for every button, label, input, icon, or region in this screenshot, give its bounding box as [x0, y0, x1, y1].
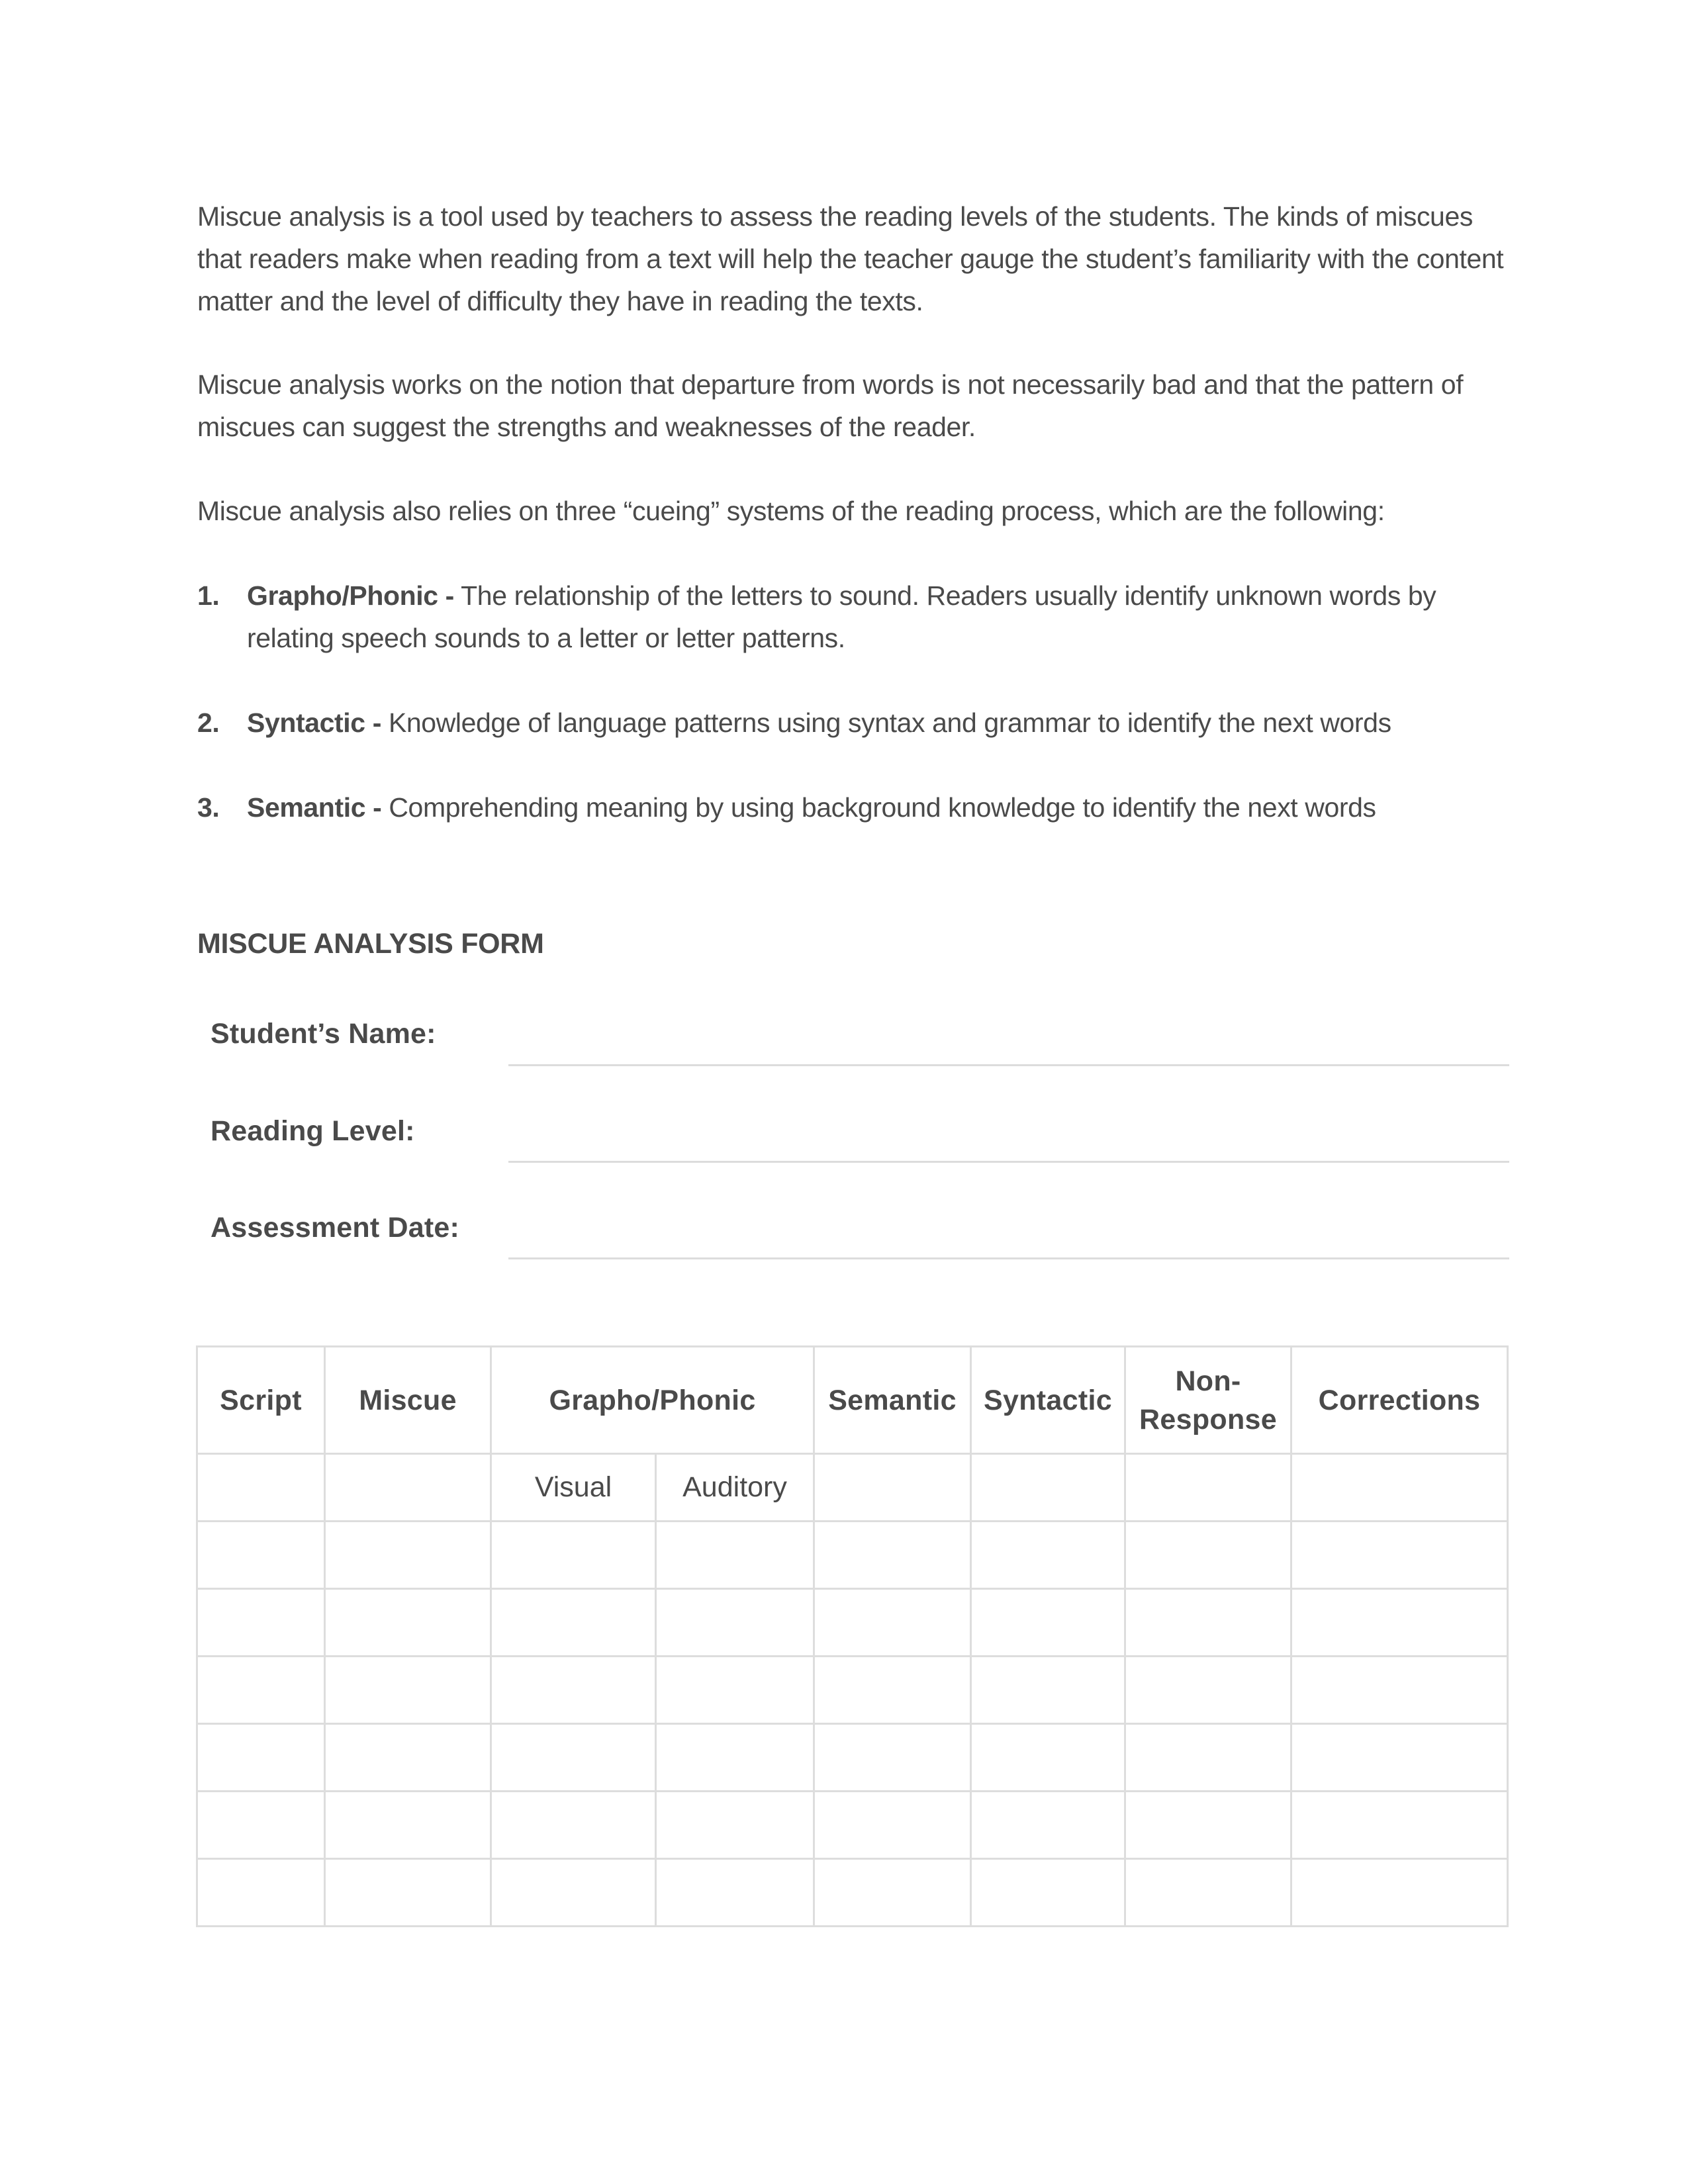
table-cell[interactable]: [971, 1657, 1125, 1724]
table-cell[interactable]: [197, 1859, 325, 1927]
assessment-date-label: Assessment Date:: [211, 1212, 460, 1244]
header-miscue: Miscue: [325, 1347, 491, 1454]
table-cell[interactable]: [325, 1724, 491, 1792]
header-non-response-line2: Response: [1139, 1403, 1277, 1435]
table-subheader-row: [197, 1454, 1508, 1522]
intro-paragraph-3: Miscue analysis also relies on three “cueing” systems of the reading process, which are the following:: [197, 496, 1385, 526]
header-script: Script: [197, 1347, 325, 1454]
list-number: 2.: [197, 707, 220, 738]
table-row: [197, 1724, 1508, 1792]
form-title: MISCUE ANALYSIS FORM: [197, 928, 544, 960]
table-cell[interactable]: [197, 1522, 325, 1589]
table-cell[interactable]: [197, 1724, 325, 1792]
table-cell[interactable]: [1125, 1589, 1291, 1657]
table-cell[interactable]: [971, 1454, 1125, 1522]
intro-paragraph-2: Miscue analysis works on the notion that departure from words is not necessarily bad and that the pattern of miscues can suggest the strengths and weaknesses of the reader.: [197, 369, 1464, 442]
table-cell[interactable]: [656, 1859, 814, 1927]
reading-level-label: Reading Level:: [211, 1115, 415, 1147]
table-cell[interactable]: [814, 1522, 971, 1589]
table-cell[interactable]: [1125, 1859, 1291, 1927]
table-cell[interactable]: [814, 1792, 971, 1859]
table-cell[interactable]: [197, 1454, 325, 1522]
table-cell[interactable]: [325, 1454, 491, 1522]
list-term: Grapho/Phonic -: [247, 580, 454, 611]
table-cell[interactable]: [491, 1522, 656, 1589]
student-name-label: Student’s Name:: [211, 1018, 436, 1050]
list-description: Knowledge of language patterns using syntax and grammar to identify the next words: [381, 707, 1391, 738]
table-cell[interactable]: [814, 1454, 971, 1522]
table-cell[interactable]: [325, 1859, 491, 1927]
reading-level-field[interactable]: [508, 1161, 1509, 1163]
table-cell[interactable]: [1291, 1724, 1508, 1792]
subheader-auditory: Auditory: [656, 1454, 814, 1522]
header-corrections: Corrections: [1291, 1347, 1508, 1454]
table-cell[interactable]: [1291, 1792, 1508, 1859]
table-cell[interactable]: [491, 1724, 656, 1792]
table-cell[interactable]: [491, 1589, 656, 1657]
header-syntactic: Syntactic: [971, 1347, 1125, 1454]
table-cell[interactable]: [325, 1522, 491, 1589]
list-number: 1.: [197, 580, 220, 611]
list-term: Syntactic -: [247, 707, 381, 738]
subheader-visual: Visual: [491, 1454, 656, 1522]
table-row: [197, 1522, 1508, 1589]
student-name-field[interactable]: [508, 1064, 1509, 1066]
header-grapho-phonic: Grapho/Phonic: [491, 1347, 814, 1454]
intro-paragraph-1: Miscue analysis is a tool used by teachers to assess the reading levels of the students. The kinds of miscues that readers make when reading from a text will help the teacher gauge the student’s familiarity with the content matter and the level of difficulty they have in reading the texts.: [197, 201, 1504, 316]
table-cell[interactable]: [1125, 1724, 1291, 1792]
list-description: Comprehending meaning by using background knowledge to identify the next words: [381, 792, 1376, 823]
table-row: [197, 1589, 1508, 1657]
table-cell[interactable]: [325, 1589, 491, 1657]
list-number: 3.: [197, 792, 220, 823]
table-cell[interactable]: [656, 1724, 814, 1792]
header-non-response: [1125, 1347, 1291, 1454]
table-cell[interactable]: [971, 1589, 1125, 1657]
table-cell[interactable]: [656, 1792, 814, 1859]
table-cell[interactable]: [1291, 1657, 1508, 1724]
table-cell[interactable]: [1125, 1454, 1291, 1522]
header-semantic: Semantic: [814, 1347, 971, 1454]
table-cell[interactable]: [814, 1657, 971, 1724]
table-cell[interactable]: [197, 1657, 325, 1724]
table-cell[interactable]: [814, 1589, 971, 1657]
table-row: [197, 1792, 1508, 1859]
list-item-body: [247, 786, 1515, 829]
table-cell[interactable]: [814, 1724, 971, 1792]
list-term: Semantic -: [247, 792, 382, 823]
miscue-analysis-table: [196, 1345, 1509, 1927]
table-cell[interactable]: [1125, 1657, 1291, 1724]
table-cell[interactable]: [971, 1522, 1125, 1589]
table-cell[interactable]: [491, 1657, 656, 1724]
table-cell[interactable]: [1291, 1522, 1508, 1589]
table-cell[interactable]: [971, 1859, 1125, 1927]
table-cell[interactable]: [325, 1657, 491, 1724]
table-cell[interactable]: [1125, 1522, 1291, 1589]
table-cell[interactable]: [1291, 1454, 1508, 1522]
table-cell[interactable]: [971, 1792, 1125, 1859]
header-non-response-line1: Non-: [1175, 1365, 1241, 1397]
table-header-row: [197, 1347, 1508, 1454]
table-cell[interactable]: [1125, 1792, 1291, 1859]
table-cell[interactable]: [814, 1859, 971, 1927]
table-cell[interactable]: [197, 1792, 325, 1859]
table-row: [197, 1859, 1508, 1927]
table-cell[interactable]: [491, 1792, 656, 1859]
table-cell[interactable]: [656, 1522, 814, 1589]
table-cell[interactable]: [656, 1657, 814, 1724]
assessment-date-field[interactable]: [508, 1257, 1509, 1259]
table-cell[interactable]: [1291, 1859, 1508, 1927]
table-cell[interactable]: [656, 1589, 814, 1657]
list-description: The relationship of the letters to sound. Readers usually identify unknown words by relating speech sounds to a letter or letter patterns.: [247, 580, 1436, 653]
table-cell[interactable]: [197, 1589, 325, 1657]
table-row: [197, 1657, 1508, 1724]
list-item-body: [247, 574, 1515, 659]
table-cell[interactable]: [1291, 1589, 1508, 1657]
list-item-body: [247, 702, 1515, 744]
table-cell[interactable]: [971, 1724, 1125, 1792]
table-cell[interactable]: [491, 1859, 656, 1927]
table-cell[interactable]: [325, 1792, 491, 1859]
